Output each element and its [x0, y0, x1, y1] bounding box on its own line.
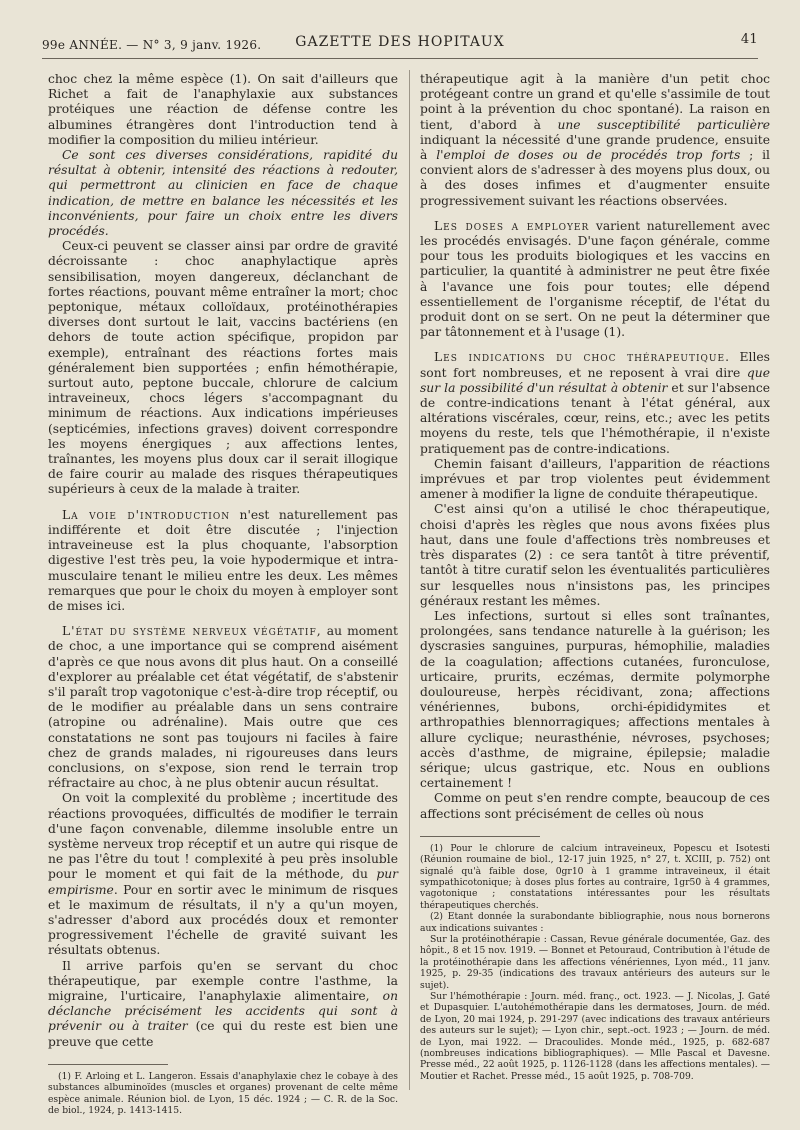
- paragraph: Les doses a employer varient naturellement avec les procédés envisagés. D'une façon générale, comme pour tous les produits biologiques et les vaccins en particulier, la quantité à administrer ne peut être fixée à l'avance une fois pour toutes; elle dépend essentiellement de l'organisme réceptif, de l'état du produit dont on se sert. On ne peut la déterminer que par tâtonnement et à l'usage (1).: [420, 218, 770, 340]
- paragraph: On voit la complexité du problème ; incertitude des réactions provoquées, difficultés de modifier le terrain d'une façon convenable, dilemme insoluble entre un système nerveux trop réceptif et un autre qui risque de ne pas l'être du tout ! complexité à peu près insoluble pour le moment et qui fait de la méthode, du pur empirisme. Pour en sortir avec le minimum de risques et le maximum de résultats, il n'y a qu'un moyen, s'adresser d'abord aux procédés doux et remonter progressivement l'échelle de gravité suivant les résultats obtenus.: [48, 791, 398, 958]
- paragraph: L'état du système nerveux végétatif, au moment de choc, a une importance qui se comprend aisément d'après ce que nous avons dit plus haut. On a conseillé d'explorer au préalable cet état végétatif, de s'abstenir s'il paraît trop vagotonique c'est-à-dire trop réceptif, ou de le modifier au préalable dans un sens contraire (atropine ou adrénaline). Mais outre que ces constatations ne sont pas toujours ni faciles à faire chez de grands malades, ni rigoureuses dans leurs conclusions, on s'expose, sion rend le terrain trop réfractaire au choc, à ne plus obtenir aucun résultat.: [48, 624, 398, 791]
- paragraph: Les indications du choc thérapeutique. Elles sont fort nombreuses, et ne reposent à vrai dire que sur la possibilité d'un résultat à obtenir et sur l'absence de contre-indications tenant à l'état général, aux altérations viscérales, cœur, reins, etc.; avec les petits moyens du reste, tels que l'hémothérapie, il n'existe pratiquement pas de contre-indications.: [420, 350, 770, 456]
- paragraph: choc chez la même espèce (1). On sait d'ailleurs que Richet a fait de l'anaphylaxie aux substances protéiques une réaction de défense contre les albumines étrangères dont l'introduction tend à modifier la composition du milieu intérieur.: [48, 72, 398, 147]
- paragraph: Les infections, surtout si elles sont traînantes, prolongées, sans tendance naturelle à la guérison; les dyscrasies sanguines, purpuras, hémophilie, maladies de la coagulation; affections cutanées, furonculose, urticaire, prurits, eczémas, dermite polymorphe douloureuse, herpès récidivant, zona; affections vénériennes, bubons, orchi-épididymites et arthropathies blennorragiques; affections mentales à allure cyclique; neurasthénie, névroses, psychoses; accès d'asthme, de migraine, épilepsie; maladie sérique; ulcus gastrique, etc. Nous en oublions certainement !: [420, 608, 770, 791]
- right-column: [420, 72, 770, 1082]
- footnote: (1) F. Arloing et L. Langeron. Essais d'anaphylaxie chez le cobaye à des substances albuminoïdes (muscles et organes) provenant de celte même espèce animale. Réunion biol. de Lyon, 15 déc. 1924 ; — C. R. de la Soc. de biol., 1924, p. 1413-1415.: [48, 1070, 398, 1117]
- footnote: Sur l'hémothérapie : Journ. méd. franç., oct. 1923. — J. Nicolas, J. Gaté et Dupasquier. L'autohémothérapie dans les dermatoses, Journ. de méd. de Lyon, 20 mai 1924, p. 291-297 (avec indications des travaux antérieurs des auteurs sur le sujet); — Lyon chir., sept.-oct. 1923 ; — Journ. de méd. de Lyon, mai 1922. — Dracoulides. Monde méd., 1925, p. 682-687 (nombreuses indications bibliographiques). — Mlle Pascal et Davesne. Presse méd., 22 août 1925, p. 1126-1128 (dans les affections mentales). — Moutier et Rachet. Presse méd., 15 août 1925, p. 708-709.: [420, 991, 770, 1082]
- paragraph: Ce sont ces diverses considérations, rapidité du résultat à obtenir, intensité des réactions à redouter, qui permettront au clinicien en face de chaque indication, de mettre en balance les nécessités et les inconvénients, pour faire un choix entre les divers procédés.: [48, 148, 398, 239]
- paragraph: thérapeutique agit à la manière d'un petit choc protégeant contre un grand et qu'elle s'assimile de tout point à la prévention du choc spontané). La raison en tient, d'abord à une susceptibilité particulière indiquant la nécessité d'une grande prudence, ensuite à l'emploi de doses ou de procédés trop forts ; il convient alors de s'adresser à des moyens plus doux, ou à des doses infimes et d'augmenter ensuite progressivement suivant les réactions observées.: [420, 72, 770, 208]
- footnote: Sur la protéinothérapie : Cassan, Revue générale documentée, Gaz. des hôpit., 8 et 15 nov. 1919. — Bonnet et Petouraud, Contribution à l'étude de la protéinothérapie dans les affections vénériennes, Lyon méd., 11 janv. 1925, p. 29-35 (indications des travaux antérieurs des auteurs sur le sujet).: [420, 934, 770, 991]
- column-divider: [409, 70, 410, 1090]
- paragraph: C'est ainsi qu'on a utilisé le choc thérapeutique, choisi d'après les règles que nous avons fixées plus haut, dans une foule d'affections très nombreuses et très disparates (2) : ce sera tantôt à titre préventif, tantôt à titre curatif selon les éventualités particulières sur lesquelles nous n'insistons pas, les principes généraux restant les mêmes.: [420, 502, 770, 608]
- header-rule: [42, 58, 758, 59]
- paragraph: Ceux-ci peuvent se classer ainsi par ordre de gravité décroissante : choc anaphylactique après sensibilisation, moyen dangereux, déclanchant de fortes réactions, pouvant même entraîner la mort; choc peptonique, métaux colloïdaux, protéinothérapies diverses dont surtout le lait, vaccins bactériens (en dehors de toute action spécifique, propidon par exemple), entraînant des réactions fortes mais généralement bien supportées ; enfin hémothérapie, surtout auto, peptone buccale, chlorure de calcium intraveineux, chocs légers s'accompagnant du minimum de réactions. Aux indications impérieuses (septicémies, infections graves) doivent correspondre les moyens énergiques ; aux affections lentes, traînantes, les moyens plus doux car il serait illogique de faire courir au malade des risques thérapeutiques supérieurs à ceux de la malade à traiter.: [48, 239, 398, 497]
- section-heading: Les doses a employer: [434, 218, 590, 233]
- running-header: [42, 30, 758, 56]
- section-heading: Les indications du choc thérapeutique.: [434, 350, 730, 365]
- footnotes: [420, 843, 770, 1083]
- section-heading: La voie d'introduction: [62, 507, 231, 522]
- footnote: (2) Etant donnée la surabondante bibliographie, nous nous bornerons aux indications suivantes :: [420, 911, 770, 934]
- section-heading: L'état du système nerveux végétatif,: [62, 624, 322, 639]
- footnote: (1) Pour le chlorure de calcium intraveineux, Popescu et Isotesti (Réunion roumaine de biol., 12-17 juin 1925, n° 27, t. XCIII, p. 752) ont signalé qu'à faible dose, 0gr10 à 1 gramme intraveineux, il était sympathicotonique; à doses plus fortes au contraire, 1gr50 à 4 grammes, vagotonique ; constatations intéressantes pour les résultats thérapeutiques cherchés.: [420, 842, 770, 911]
- footnotes: [48, 1071, 398, 1117]
- footnote-rule: [420, 836, 540, 837]
- footnote-rule: [48, 1064, 168, 1065]
- page-number: 41: [740, 32, 758, 47]
- paragraph: La voie d'introduction n'est naturellement pas indifférente et doit être discutée ; l'injection intraveineuse est la plus choquante, l'absorption digestive l'est très peu, la voie hypodermique et intra-musculaire tenant le milieu entre les deux. Les mêmes remarques que pour le choix du moyen à employer sont de mises ici.: [48, 507, 398, 613]
- journal-title: GAZETTE DES HOPITAUX: [295, 34, 505, 50]
- paragraph: Chemin faisant d'ailleurs, l'apparition de réactions imprévues et par trop violentes peut évidemment amener à modifier la ligne de conduite thérapeutique.: [420, 456, 770, 502]
- paragraph: Comme on peut s'en rendre compte, beaucoup de ces affections sont précisément de celles où nous: [420, 791, 770, 821]
- issue-info: 99e ANNÉE. — N° 3, 9 janv. 1926.: [42, 38, 262, 52]
- left-column: [48, 72, 398, 1116]
- paragraph: Il arrive parfois qu'en se servant du choc thérapeutique, par exemple contre l'asthme, la migraine, l'urticaire, l'anaphylaxie alimentaire, on déclanche précisément les accidents qui sont à prévenir ou à traiter (ce qui du reste est bien une preuve que cette: [48, 958, 399, 1049]
